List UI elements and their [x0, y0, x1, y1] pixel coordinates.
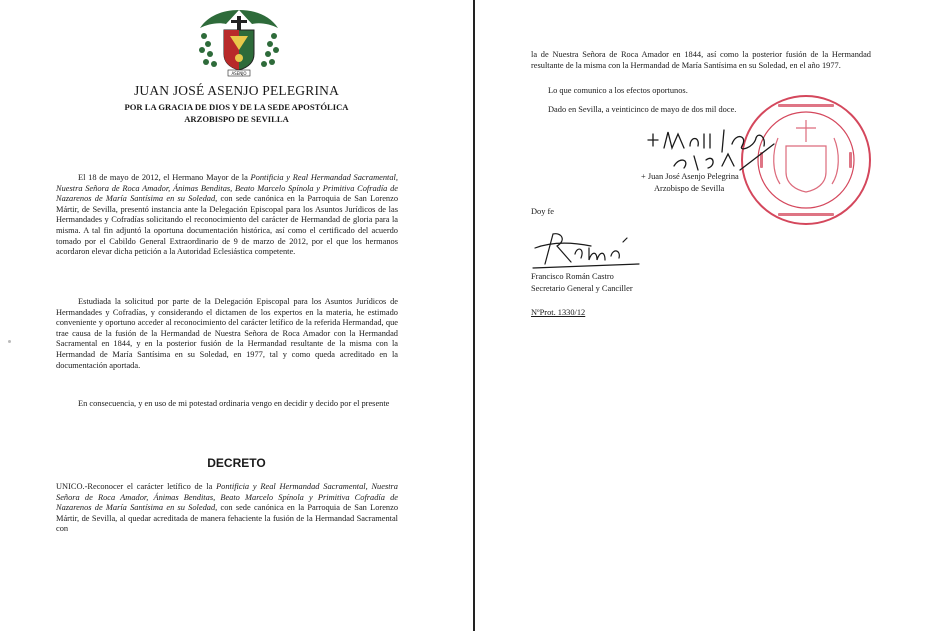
p4-brotherhood-name: Pontificia y Real Hermandad Sacramental, Nuestra Señora de Roca Amador, Ánimas Benditas, Beato Marcelo Spínola y Primitiva Cofradía de Nazarenos de María Santísima en su Soledad	[56, 482, 398, 513]
secretary-name: Francisco Román Castro	[531, 272, 614, 281]
p1-brotherhood-name: Pontificia y Real Hermandad Sacramental, Nuestra Señora de Roca Amador, Ánimas Benditas, Beato Marcelo Spínola y Primitiva Cofradía de Nazarenos de María Santísima en su Soledad	[56, 173, 398, 204]
margin-mark	[8, 340, 11, 343]
right-page	[476, 0, 948, 631]
archbishop-name: JUAN JOSÉ ASENJO PELEGRINA	[133, 83, 340, 98]
protocol-number: NºProt. 1330/12	[531, 308, 586, 317]
paragraph-request	[56, 173, 398, 258]
doy-fe-label: Doy fe	[531, 207, 555, 216]
coat-of-arms-icon	[194, 6, 284, 78]
paragraph-continuation: la de Nuestra Señora de Roca Amador en 1844, así como la posterior fusión de la Hermandad resultante de la misma con la Hermandad de María Santísima en su Soledad, en el año 1977.	[531, 50, 871, 70]
signature-caption-name: + Juan José Asenjo Pelegrina	[641, 172, 739, 181]
p4-text-a: UNICO.-Reconocer el carácter letífico de la	[56, 482, 217, 491]
paragraph-decree-unico	[56, 482, 398, 535]
paragraph-study: Estudiada la solicitud por parte de la Delegación Episcopal para los Asuntos Jurídicos de Hermandades y Cofradías, y considerando el dictamen de los expertos en la materia, he estimado conveniente y oportuno acceder al reconocimiento del carácter letífico de la referida Hermandad, que trae causa de la fusión de la Hermandad de Nuestra Señora de Roca Amador con la Hermandad Sacramental en 1844, y en la posterior fusión de la Hermandad resultante de la misma con la Hermandad de María Santísima en su Soledad, en 1977, tal y como queda acreditado en la documentación aportada.	[56, 297, 398, 370]
p1-text-b: , con sede canónica en la Parroquia de San Lorenzo Mártir, de Sevilla, presentó instancia ante la Delegación Episcopal para los Asuntos Jurídicos de las Hermandades y Cofradías solicitando el reconocimiento del carácter de Hermandad de gloria para la misma. A tal fin adjuntó la oportuna documentación histórica, así como el certificado del acuerdo tomado por el Cabildo General Extraordinario de 9 de marzo de 2012, por el que los hermanos acordaron elevar dicha petición a la Autoridad Eclesiástica competente.	[56, 194, 399, 257]
header-title-line-2: ARZOBISPO DE SEVILLA	[184, 114, 289, 124]
decree-title: DECRETO	[207, 456, 266, 470]
paragraph-dated: Dado en Sevilla, a veinticinco de mayo de dos mil doce.	[548, 105, 737, 114]
secretary-signature-icon	[531, 228, 641, 270]
p4-text-b: , con sede canónica en la Parroquia de San Lorenzo Mártir, de Sevilla, al quedar acreditada de manera fehaciente la fusión de la Hermandad Sacramental con	[56, 503, 399, 534]
signature-caption-title: Arzobispo de Sevilla	[654, 184, 725, 193]
left-page	[0, 0, 473, 631]
archbishop-signature-icon	[644, 126, 794, 176]
paragraph-consequence: En consecuencia, y en uso de mi potestad ordinaria vengo en decidir y decido por el presente	[78, 399, 390, 408]
secretary-title: Secretario General y Canciller	[531, 284, 633, 293]
p1-text-a: El 18 de mayo de 2012, el Hermano Mayor de la	[78, 173, 251, 182]
header-title-line-1: POR LA GRACIA DE DIOS Y DE LA SEDE APOSTÓLICA	[124, 102, 349, 112]
page-divider	[473, 0, 475, 631]
paragraph-communication: Lo que comunico a los efectos oportunos.	[548, 86, 688, 95]
crest-motto: ASENJO	[231, 71, 247, 76]
